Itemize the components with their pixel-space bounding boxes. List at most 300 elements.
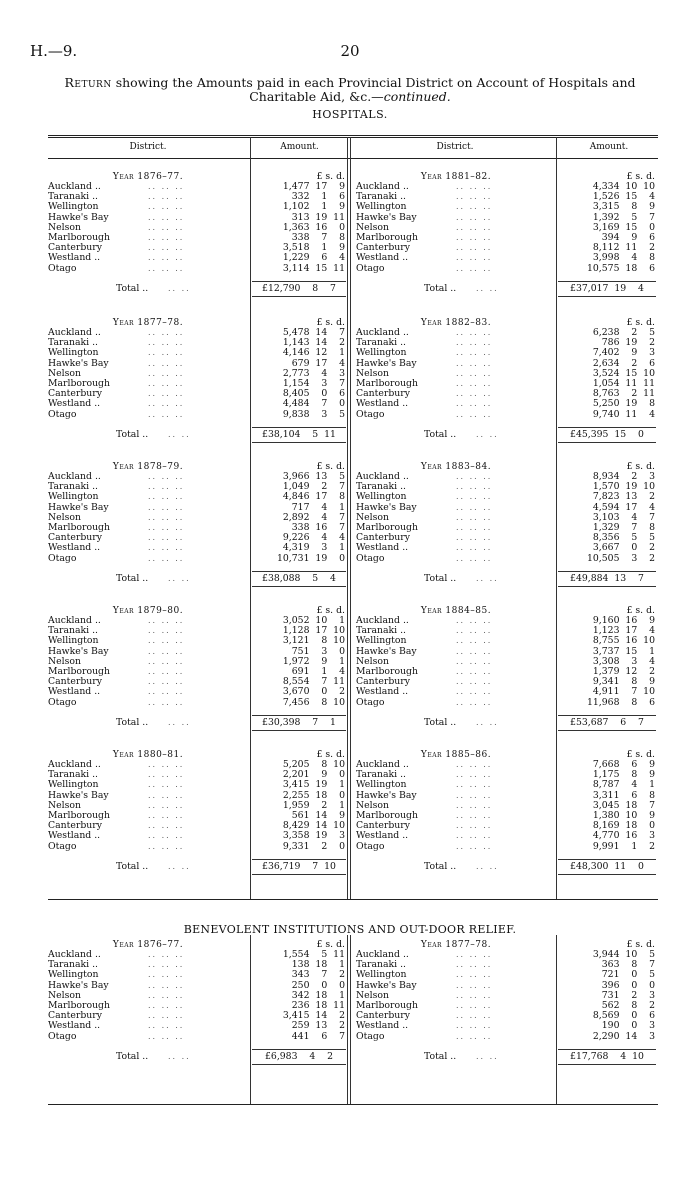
amount-value: 3,667 0 2 <box>592 542 655 554</box>
leader-dots: .. .. .. <box>456 243 493 253</box>
amount-value: 441 6 7 <box>291 1030 345 1042</box>
leader-dots: .. .. <box>476 717 499 727</box>
leader-dots: .. .. .. <box>148 800 185 810</box>
leader-dots: .. .. .. <box>148 656 185 666</box>
district-name: Wellington <box>356 491 407 503</box>
year-block <box>0 462 700 612</box>
district-name: Wellington <box>48 201 99 213</box>
leader-dots: .. .. .. <box>148 543 185 553</box>
leader-dots: .. .. .. <box>148 1031 185 1041</box>
leader-dots: .. .. .. <box>148 389 185 399</box>
district-name: Taranaki .. <box>48 625 99 637</box>
district-name: Wellington <box>356 635 407 647</box>
amount-value: 3,114 15 11 <box>282 262 345 274</box>
amount-value: 4,484 7 0 <box>282 398 345 410</box>
year-label: Year 1876–77. <box>112 940 184 950</box>
amount-value: 1,143 14 2 <box>282 337 345 349</box>
amount-value: 2,255 18 0 <box>282 789 345 801</box>
district-name: Wellington <box>48 347 99 359</box>
leader-dots: .. .. .. <box>456 358 493 368</box>
amount-value: 3,998 4 8 <box>592 252 655 264</box>
amount-value: 731 2 3 <box>601 989 655 1001</box>
district-name: Wellington <box>356 201 407 213</box>
leader-dots: .. .. .. <box>148 212 185 222</box>
total-amount: £45,395 15 0 <box>558 427 656 443</box>
district-name: Taranaki .. <box>48 337 99 349</box>
leader-dots: .. .. .. <box>456 831 493 841</box>
title-lead: Return <box>64 75 112 90</box>
leader-dots: .. .. .. <box>148 950 185 959</box>
leader-dots: .. .. .. <box>456 202 493 212</box>
district-name: Westland .. <box>356 252 409 264</box>
leader-dots: .. .. <box>476 283 499 293</box>
leader-dots: .. .. .. <box>456 760 493 769</box>
district-name: Wellington <box>48 635 99 647</box>
leader-dots: .. .. .. <box>456 328 493 337</box>
amount-value: 8,787 4 1 <box>592 779 655 791</box>
amount-value: 4,846 17 8 <box>282 491 345 503</box>
amount-value: 3,415 19 1 <box>282 779 345 791</box>
total-label: Total .. <box>116 428 149 440</box>
amount-value: 5,205 8 10 <box>282 759 345 770</box>
leader-dots: .. .. .. <box>456 192 493 202</box>
district-name: Hawke's Bay <box>356 501 417 513</box>
leader-dots: .. .. .. <box>148 533 185 543</box>
district-name: Nelson <box>48 655 81 667</box>
leader-dots: .. .. .. <box>148 192 185 202</box>
amount-value: 3,670 0 2 <box>282 686 345 698</box>
district-name: Marlborough <box>48 666 110 677</box>
amount-value: 3,737 15 1 <box>592 645 655 657</box>
leader-dots: .. .. .. <box>148 790 185 800</box>
leader-dots: .. .. .. <box>148 646 185 656</box>
district-name: Auckland .. <box>356 181 409 192</box>
district-name: Hawke's Bay <box>48 357 109 369</box>
district-name: Marlborough <box>48 378 110 389</box>
district-name: Canterbury <box>356 676 410 688</box>
leader-dots: .. .. .. <box>148 328 185 337</box>
leader-dots: .. .. .. <box>148 687 185 697</box>
amount-value: 9,838 3 5 <box>282 408 345 420</box>
leader-dots: .. .. .. <box>456 821 493 831</box>
amount-value: 4,911 7 10 <box>592 686 655 698</box>
amount-value: 3,966 13 5 <box>282 471 345 482</box>
total-label: Total .. <box>116 860 149 872</box>
leader-dots: .. .. .. <box>148 1021 185 1031</box>
leader-dots: .. .. .. <box>456 543 493 553</box>
district-name: Hawke's Bay <box>48 789 109 801</box>
district-name: Marlborough <box>48 810 110 821</box>
district-name: Hawke's Bay <box>356 211 417 223</box>
money-header: £ s. d. <box>316 605 345 616</box>
leader-dots: .. .. .. <box>148 616 185 625</box>
title-line2: Charitable Aid, &c.— <box>249 89 384 104</box>
leader-dots: .. .. .. <box>456 770 493 780</box>
leader-dots: .. .. .. <box>148 409 185 419</box>
total-label: Total .. <box>424 860 457 872</box>
total-amount: £49,884 13 7 <box>558 571 656 587</box>
leader-dots: .. .. <box>168 573 191 583</box>
amount-value: 751 3 0 <box>291 645 345 657</box>
amount-value: 3,311 6 8 <box>592 789 655 801</box>
amount-value: 313 19 11 <box>291 211 345 223</box>
district-name: Nelson <box>356 799 389 811</box>
year-label: Year 1877–78. <box>420 940 492 950</box>
money-header: £ s. d. <box>316 749 345 760</box>
leader-dots: .. .. .. <box>456 656 493 666</box>
total-label: Total .. <box>424 428 457 440</box>
amount-value: 1,229 6 4 <box>282 252 345 264</box>
district-name: Taranaki .. <box>48 191 99 203</box>
page-number: 20 <box>340 42 360 60</box>
amount-value: 2,892 4 7 <box>282 511 345 523</box>
district-name: Wellington <box>356 969 407 981</box>
amount-value: 8,112 11 2 <box>592 242 655 254</box>
leader-dots: .. .. .. <box>148 841 185 851</box>
leader-dots: .. .. .. <box>456 502 493 512</box>
district-name: Auckland .. <box>356 949 409 960</box>
benevolent-bottom-rule <box>48 1104 658 1105</box>
leader-dots: .. .. .. <box>148 821 185 831</box>
leader-dots: .. .. <box>476 861 499 871</box>
amount-value: 3,052 10 1 <box>282 615 345 626</box>
amount-value: 8,356 5 5 <box>592 532 655 544</box>
leader-dots: .. .. .. <box>148 338 185 348</box>
title-line2-italic: continued. <box>383 89 451 104</box>
amount-value: 1,123 17 4 <box>592 625 655 637</box>
leader-dots: .. .. .. <box>148 831 185 841</box>
district-name: Auckland .. <box>48 181 101 192</box>
money-header: £ s. d. <box>626 317 655 328</box>
district-name: Westland .. <box>48 542 101 554</box>
leader-dots: .. .. <box>476 1051 499 1061</box>
total-amount: £12,790 8 7 <box>252 281 346 297</box>
leader-dots: .. .. <box>168 717 191 727</box>
district-name: Auckland .. <box>356 471 409 482</box>
amount-value: 8,569 0 6 <box>592 1010 655 1022</box>
leader-dots: .. .. .. <box>456 533 493 543</box>
district-name: Canterbury <box>356 820 410 832</box>
amount-value: 4,594 17 4 <box>592 501 655 513</box>
total-amount: £30,398 7 1 <box>252 715 346 731</box>
leader-dots: .. .. .. <box>148 253 185 263</box>
district-name: Taranaki .. <box>356 959 407 971</box>
year-block <box>0 606 700 756</box>
amount-value: 1,363 16 0 <box>282 221 345 233</box>
district-name: Marlborough <box>356 1000 418 1011</box>
district-name: Marlborough <box>48 1000 110 1011</box>
district-name: Marlborough <box>356 378 418 389</box>
district-name: Nelson <box>356 989 389 1001</box>
district-name: Westland .. <box>356 686 409 698</box>
money-header: £ s. d. <box>626 171 655 182</box>
district-name: Hawke's Bay <box>356 979 417 991</box>
section-heading-hospitals: HOSPITALS. <box>312 108 388 121</box>
district-name: Auckland .. <box>48 327 101 338</box>
leader-dots: .. .. .. <box>148 760 185 769</box>
district-name: Westland .. <box>356 542 409 554</box>
district-name: Westland .. <box>356 398 409 410</box>
district-name: Canterbury <box>356 242 410 254</box>
amount-value: 8,934 2 3 <box>592 471 655 482</box>
amount-value: 3,308 3 4 <box>592 655 655 667</box>
district-name: Hawke's Bay <box>356 645 417 657</box>
district-name: Otago <box>356 408 385 420</box>
amount-value: 4,334 10 10 <box>592 181 655 192</box>
amount-value: 1,526 15 4 <box>592 191 655 203</box>
amount-value: 259 13 2 <box>291 1020 345 1032</box>
year-label: Year 1884–85. <box>420 606 492 616</box>
district-name: Auckland .. <box>48 949 101 960</box>
leader-dots: .. .. .. <box>456 1021 493 1031</box>
money-header: £ s. d. <box>316 317 345 328</box>
leader-dots: .. .. <box>168 429 191 439</box>
amount-value: 3,518 1 9 <box>282 242 345 254</box>
leader-dots: .. .. .. <box>456 222 493 232</box>
district-name: Taranaki .. <box>48 959 99 971</box>
leader-dots: .. .. .. <box>456 980 493 990</box>
amount-value: 8,763 2 11 <box>592 388 655 400</box>
col-header-district-left: District. <box>129 142 167 152</box>
total-label: Total .. <box>424 572 457 584</box>
leader-dots: .. .. .. <box>148 990 185 1000</box>
year-label: Year 1876–77. <box>112 172 184 182</box>
table-bottom-rule <box>48 899 658 900</box>
leader-dots: .. .. .. <box>456 811 493 820</box>
total-label: Total .. <box>116 282 149 294</box>
leader-dots: .. .. .. <box>148 222 185 232</box>
district-name: Taranaki .. <box>356 625 407 637</box>
amount-value: 3,415 14 2 <box>282 1010 345 1022</box>
leader-dots: .. .. .. <box>456 677 493 687</box>
amount-value: 3,169 15 0 <box>592 221 655 233</box>
leader-dots: .. .. .. <box>456 697 493 707</box>
title-text: showing the Amounts paid in each Provincial District on Account of Hospitals and <box>111 75 636 90</box>
total-label: Total .. <box>116 716 149 728</box>
header-bottom-rule <box>48 158 658 159</box>
table-top-rule <box>48 135 658 136</box>
district-name: Marlborough <box>48 522 110 533</box>
leader-dots: .. .. .. <box>456 409 493 419</box>
money-header: £ s. d. <box>316 171 345 182</box>
amount-value: 7,668 6 9 <box>592 759 655 770</box>
leader-dots: .. .. .. <box>148 368 185 378</box>
district-name: Westland .. <box>48 686 101 698</box>
district-name: Canterbury <box>356 1010 410 1022</box>
total-label: Total .. <box>116 1050 149 1062</box>
district-name: Hawke's Bay <box>356 789 417 801</box>
leader-dots: .. .. .. <box>456 253 493 263</box>
district-name: Hawke's Bay <box>48 979 109 991</box>
district-name: Canterbury <box>48 676 102 688</box>
amount-value: 250 0 0 <box>291 979 345 991</box>
leader-dots: .. .. .. <box>148 697 185 707</box>
leader-dots: .. .. <box>168 1051 191 1061</box>
amount-value: 1,554 5 11 <box>282 949 345 960</box>
amount-value: 190 0 3 <box>601 1020 655 1032</box>
amount-value: 1,392 5 7 <box>592 211 655 223</box>
total-amount: £53,687 6 7 <box>558 715 656 731</box>
district-name: Marlborough <box>48 232 110 243</box>
leader-dots: .. .. .. <box>148 667 185 676</box>
leader-dots: .. .. .. <box>456 348 493 358</box>
amount-value: 9,991 1 2 <box>592 840 655 852</box>
district-name: Nelson <box>48 511 81 523</box>
district-name: Westland .. <box>48 830 101 842</box>
leader-dots: .. .. .. <box>456 950 493 959</box>
amount-value: 338 7 8 <box>291 232 345 243</box>
leader-dots: .. .. .. <box>148 811 185 820</box>
amount-value: 691 1 4 <box>291 666 345 677</box>
amount-value: 3,944 10 5 <box>592 949 655 960</box>
district-name: Canterbury <box>356 532 410 544</box>
leader-dots: .. .. .. <box>456 616 493 625</box>
leader-dots: .. .. .. <box>456 636 493 646</box>
leader-dots: .. .. .. <box>456 512 493 522</box>
year-label: Year 1885–86. <box>420 750 492 760</box>
district-name: Marlborough <box>356 232 418 243</box>
total-label: Total .. <box>424 282 457 294</box>
amount-value: 10,575 18 6 <box>586 262 655 274</box>
amount-value: 561 14 9 <box>291 810 345 821</box>
amount-value: 721 0 5 <box>601 969 655 981</box>
district-name: Auckland .. <box>48 471 101 482</box>
district-name: Taranaki .. <box>356 337 407 349</box>
district-name: Taranaki .. <box>48 769 99 781</box>
money-header: £ s. d. <box>626 939 655 950</box>
total-amount: £38,088 5 4 <box>252 571 346 587</box>
amount-value: 3,524 15 10 <box>592 367 655 379</box>
district-name: Westland .. <box>356 830 409 842</box>
leader-dots: .. .. .. <box>148 770 185 780</box>
amount-value: 1,102 1 9 <box>282 201 345 213</box>
amount-value: 3,103 4 7 <box>592 511 655 523</box>
year-label: Year 1879–80. <box>112 606 184 616</box>
district-name: Westland .. <box>48 398 101 410</box>
leader-dots: .. .. .. <box>456 338 493 348</box>
leader-dots: .. .. .. <box>456 389 493 399</box>
amount-value: 396 0 0 <box>601 979 655 991</box>
district-name: Otago <box>48 262 77 274</box>
district-name: Otago <box>356 262 385 274</box>
district-name: Otago <box>356 552 385 564</box>
amount-value: 786 19 2 <box>601 337 655 349</box>
table-top-rule-2 <box>48 137 658 138</box>
year-block <box>0 318 700 468</box>
leader-dots: .. .. .. <box>456 790 493 800</box>
leader-dots: .. .. .. <box>456 646 493 656</box>
leader-dots: .. .. .. <box>456 990 493 1000</box>
leader-dots: .. .. .. <box>456 368 493 378</box>
district-name: Auckland .. <box>48 615 101 626</box>
district-name: Nelson <box>356 655 389 667</box>
leader-dots: .. .. .. <box>456 780 493 790</box>
leader-dots: .. .. .. <box>148 980 185 990</box>
amount-value: 9,226 4 4 <box>282 532 345 544</box>
amount-value: 4,770 16 3 <box>592 830 655 842</box>
amount-value: 1,329 7 8 <box>592 522 655 533</box>
district-name: Hawke's Bay <box>48 211 109 223</box>
leader-dots: .. .. .. <box>148 512 185 522</box>
district-name: Nelson <box>48 989 81 1001</box>
amount-value: 394 9 6 <box>601 232 655 243</box>
amount-value: 1,379 12 2 <box>592 666 655 677</box>
district-name: Auckland .. <box>356 759 409 770</box>
leader-dots: .. .. .. <box>456 182 493 191</box>
money-header: £ s. d. <box>626 749 655 760</box>
leader-dots: .. .. .. <box>456 960 493 970</box>
col-header-district-right: District. <box>436 142 474 152</box>
district-name: Canterbury <box>356 388 410 400</box>
amount-value: 8,755 16 10 <box>592 635 655 647</box>
amount-value: 8,554 7 11 <box>282 676 345 688</box>
district-name: Nelson <box>48 221 81 233</box>
district-name: Westland .. <box>48 252 101 264</box>
district-name: Nelson <box>48 799 81 811</box>
total-label: Total .. <box>424 716 457 728</box>
leader-dots: .. .. .. <box>148 472 185 481</box>
amount-value: 1,380 10 9 <box>592 810 655 821</box>
leader-dots: .. .. .. <box>456 1011 493 1021</box>
leader-dots: .. .. .. <box>148 379 185 388</box>
money-header: £ s. d. <box>316 939 345 950</box>
leader-dots: .. .. .. <box>148 263 185 273</box>
leader-dots: .. .. .. <box>456 970 493 980</box>
leader-dots: .. .. .. <box>148 553 185 563</box>
district-name: Canterbury <box>48 820 102 832</box>
leader-dots: .. .. .. <box>456 1001 493 1010</box>
leader-dots: .. .. .. <box>148 399 185 409</box>
leader-dots: .. .. .. <box>148 233 185 242</box>
district-name: Wellington <box>48 491 99 503</box>
amount-value: 9,331 2 0 <box>282 840 345 852</box>
leader-dots: .. .. .. <box>456 1031 493 1041</box>
leader-dots: .. .. <box>168 861 191 871</box>
leader-dots: .. .. .. <box>456 687 493 697</box>
leader-dots: .. .. .. <box>456 553 493 563</box>
amount-value: 5,250 19 8 <box>592 398 655 410</box>
col-header-amount-left: Amount. <box>280 142 319 152</box>
leader-dots: .. .. <box>168 283 191 293</box>
district-name: Otago <box>48 408 77 420</box>
amount-value: 2,201 9 0 <box>282 769 345 781</box>
district-name: Taranaki .. <box>356 481 407 493</box>
amount-value: 1,154 3 7 <box>282 378 345 389</box>
amount-value: 1,959 2 1 <box>282 799 345 811</box>
total-label: Total .. <box>116 572 149 584</box>
money-header: £ s. d. <box>626 605 655 616</box>
leader-dots: .. .. .. <box>148 636 185 646</box>
amount-value: 562 8 2 <box>601 1000 655 1011</box>
leader-dots: .. .. <box>476 429 499 439</box>
amount-value: 4,319 3 1 <box>282 542 345 554</box>
leader-dots: .. .. .. <box>148 1001 185 1010</box>
amount-value: 3,045 18 7 <box>592 799 655 811</box>
year-label: Year 1882–83. <box>420 318 492 328</box>
district-name: Canterbury <box>48 1010 102 1022</box>
amount-value: 338 16 7 <box>291 522 345 533</box>
leader-dots: .. .. .. <box>456 523 493 532</box>
district-name: Nelson <box>356 511 389 523</box>
document-title <box>30 76 670 104</box>
amount-value: 3,315 8 9 <box>592 201 655 213</box>
leader-dots: .. .. .. <box>456 482 493 492</box>
district-name: Wellington <box>48 779 99 791</box>
year-label: Year 1883–84. <box>420 462 492 472</box>
district-name: Otago <box>356 696 385 708</box>
amount-value: 7,402 9 3 <box>592 347 655 359</box>
district-name: Marlborough <box>356 666 418 677</box>
